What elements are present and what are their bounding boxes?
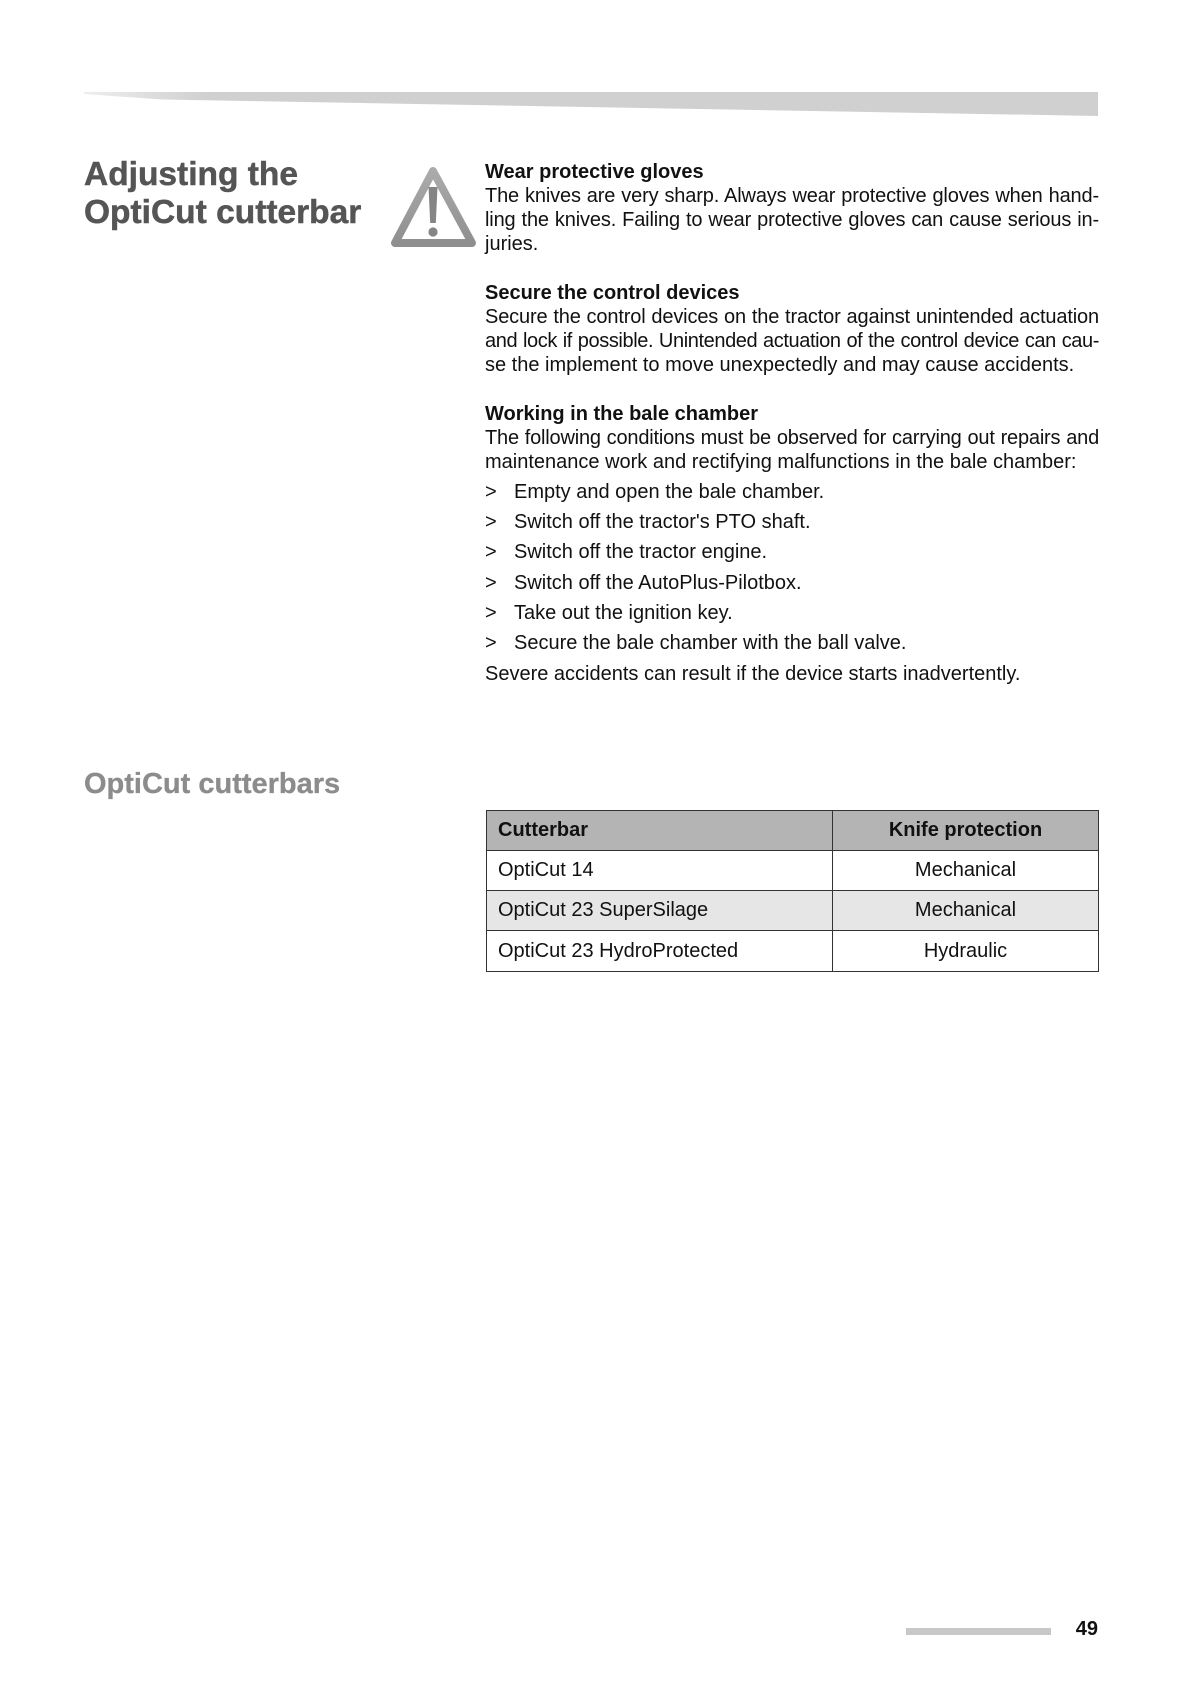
- list-item: [485, 477, 1099, 507]
- table-header-knife-protection: Knife protection: [833, 811, 1099, 851]
- section-title: OptiCut cutterbars: [84, 768, 341, 800]
- bullet-marker: >: [485, 571, 497, 594]
- bullet-marker: >: [485, 632, 497, 655]
- warning-control-devices: [485, 281, 1099, 377]
- page-number: 49: [1075, 1618, 1098, 1640]
- warning-text-line: juries.: [485, 233, 539, 255]
- step-list: [485, 477, 1099, 659]
- list-item: [485, 537, 1099, 567]
- warning-text-line: ling the knives. Failing to wear protective gloves can cause serious in-: [485, 209, 1099, 231]
- warning-triangle-icon: [388, 162, 480, 252]
- step-text: Secure the bale chamber with the ball valve.: [514, 632, 907, 655]
- table-cell-knife-protection: Hydraulic: [833, 931, 1099, 972]
- table-cell-cutterbar: OptiCut 23 SuperSilage: [487, 891, 833, 931]
- warning-text-line: The following conditions must be observed for carrying out repairs and: [485, 427, 1099, 449]
- step-text: Switch off the tractor's PTO shaft.: [514, 511, 811, 534]
- warning-text-line: Secure the control devices on the tractor against unintended actuation: [485, 306, 1099, 328]
- table-row: [487, 851, 1099, 891]
- table-cell-knife-protection: Mechanical: [833, 851, 1099, 891]
- page-title: [84, 156, 361, 232]
- warning-heading: Secure the control devices: [485, 282, 740, 304]
- step-text: Empty and open the bale chamber.: [514, 480, 825, 503]
- table-header-row: [487, 811, 1099, 851]
- bullet-marker: >: [485, 541, 497, 564]
- warning-heading: Working in the bale chamber: [485, 403, 759, 425]
- bullet-marker: >: [485, 480, 497, 503]
- header-band: [84, 90, 1098, 118]
- step-text: Switch off the AutoPlus-Pilotbox.: [514, 571, 802, 594]
- list-item: [485, 507, 1099, 537]
- table-cell-cutterbar: OptiCut 14: [487, 851, 833, 891]
- page-title-line-1: Adjusting the: [84, 156, 299, 193]
- list-item: [485, 568, 1099, 598]
- warning-bale-chamber: [485, 402, 1099, 689]
- bullet-marker: >: [485, 601, 497, 624]
- bullet-marker: >: [485, 511, 497, 534]
- warning-closing-text: Severe accidents can result if the device starts inadvertently.: [485, 662, 1021, 685]
- step-text: Take out the ignition key.: [514, 601, 733, 624]
- step-text: Switch off the tractor engine.: [514, 541, 768, 564]
- table-row: [487, 931, 1099, 972]
- warning-text-line: se the implement to move unexpectedly and may cause accidents.: [485, 354, 1075, 376]
- warning-heading: Wear protective gloves: [485, 161, 704, 183]
- table-cell-knife-protection: Mechanical: [833, 891, 1099, 931]
- list-item: [485, 628, 1099, 658]
- cutterbar-table: [486, 810, 1099, 972]
- table-cell-cutterbar: OptiCut 23 HydroProtected: [487, 931, 833, 972]
- footer-bar: [906, 1628, 1051, 1635]
- table-row: [487, 891, 1099, 931]
- table-header-cutterbar: Cutterbar: [487, 811, 833, 851]
- list-item: [485, 598, 1099, 628]
- warning-protective-gloves: [485, 160, 1099, 256]
- warning-text-line: The knives are very sharp. Always wear protective gloves when hand-: [485, 185, 1099, 207]
- page-title-line-2: OptiCut cutterbar: [84, 194, 362, 231]
- warning-text-line: and lock if possible. Unintended actuation of the control device can cau-: [485, 330, 1099, 352]
- warning-text-line: maintenance work and rectifying malfunctions in the bale chamber:: [485, 451, 1077, 473]
